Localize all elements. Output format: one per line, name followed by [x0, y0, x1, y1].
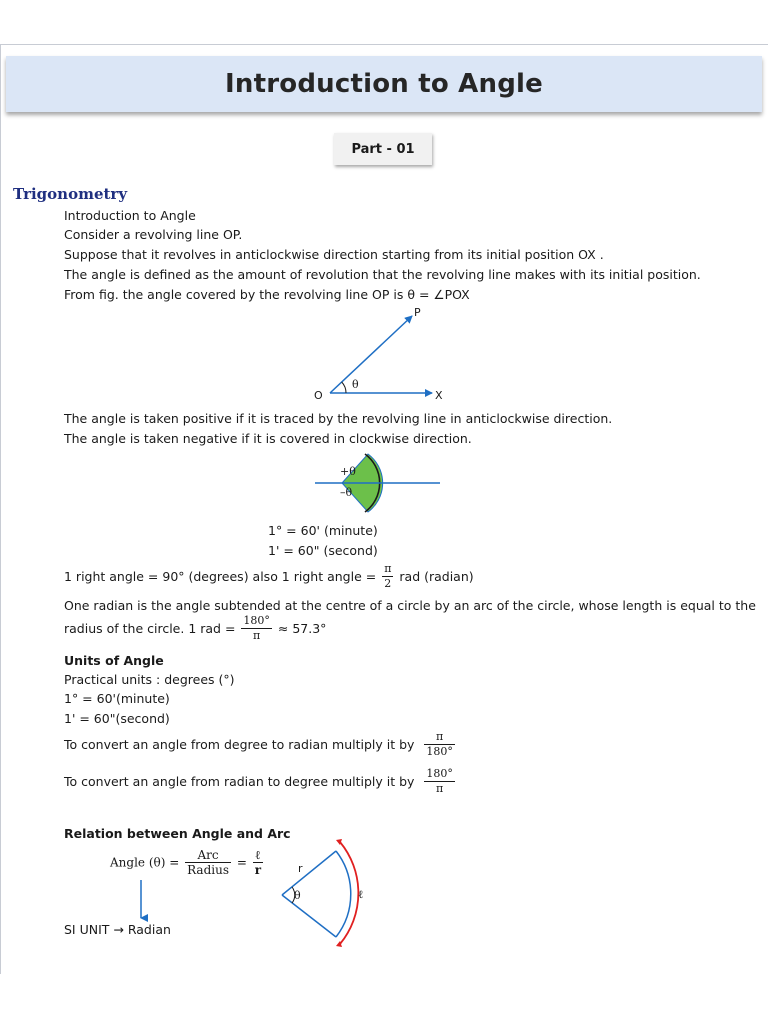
radian-to-degree-line [64, 767, 457, 796]
sign-line-1: The angle is taken positive if it is traced by the revolving line in anticlockwise direction. [64, 411, 613, 426]
equals-sign: = [236, 855, 247, 870]
radian-definition-line-1: One radian is the angle subtended at the centre of a circle by an arc of the circle, whose length is equal to the [64, 598, 756, 613]
radian-to-degree-text: To convert an angle from radian to degree multiply it by [64, 774, 415, 789]
intro-line-5: From fig. the angle covered by the revolving line OP is θ = ∠POX [64, 287, 470, 302]
revolving-line-op [330, 316, 412, 393]
label-x: X [435, 389, 443, 402]
label-o: O [314, 389, 323, 402]
radian-definition-line-2 [64, 614, 326, 643]
right-angle-line [64, 562, 474, 591]
angle-formula [110, 848, 265, 877]
l-over-r-fraction [253, 848, 263, 877]
label-theta: θ [294, 889, 301, 902]
si-unit: SI UNIT → Radian [64, 922, 171, 937]
angle-arc [342, 382, 346, 393]
arc-over-radius-fraction [185, 848, 231, 877]
fraction-denominator: 180° [426, 745, 453, 758]
section-heading: Trigonometry [13, 185, 128, 203]
degree-to-radian-line [64, 730, 457, 759]
fraction-denominator: π [436, 782, 444, 795]
right-angle-text: 1 right angle = 90° (degrees) also 1 right angle = [64, 569, 381, 584]
intro-line-3: Suppose that it revolves in anticlockwise direction starting from its initial position OX . [64, 247, 604, 262]
radius-upper [282, 851, 336, 895]
si-unit-arrow [134, 880, 148, 924]
minute-line: 1° = 60' (minute) [268, 523, 378, 538]
fraction-denominator: r [254, 863, 262, 877]
right-angle-unit: rad (radian) [395, 569, 474, 584]
units-heading: Units of Angle [64, 653, 164, 668]
pi-over-2-fraction [382, 562, 393, 591]
radian-approx: ≈ 57.3° [273, 621, 327, 636]
minute-second: 1' = 60"(second) [64, 711, 170, 726]
relation-heading: Relation between Angle and Arc [64, 826, 291, 841]
intro-line-1: Introduction to Angle [64, 208, 196, 223]
fraction-numerator: 180° [243, 614, 270, 627]
intro-line-4: The angle is defined as the amount of revolution that the revolving line makes with its initial position. [64, 267, 701, 282]
label-positive-theta: +θ [340, 465, 356, 478]
label-l: ℓ [358, 888, 364, 901]
label-negative-theta: –θ [340, 486, 353, 499]
radius-lower [282, 895, 336, 937]
fraction-denominator: Radius [187, 863, 229, 877]
second-line: 1' = 60" (second) [268, 543, 378, 558]
pi-over-180-fraction [424, 730, 455, 759]
fraction-numerator: 180° [426, 767, 453, 780]
sign-line-2: The angle is taken negative if it is covered in clockwise direction. [64, 431, 472, 446]
intro-line-2: Consider a revolving line OP. [64, 227, 243, 242]
fraction-numerator: π [384, 562, 392, 575]
page-top-border [0, 44, 768, 45]
page-title: Introduction to Angle [225, 69, 543, 99]
arc-length-indicator [340, 842, 358, 944]
180-over-pi-fraction [424, 767, 455, 796]
fraction-denominator: 2 [384, 577, 392, 590]
label-r: r [298, 862, 303, 875]
degree-to-radian-text: To convert an angle from degree to radian multiply it by [64, 737, 415, 752]
sector-figure [270, 838, 380, 948]
fraction-numerator: Arc [185, 848, 231, 863]
radian-fraction [241, 614, 272, 643]
practical-units: Practical units : degrees (°) [64, 672, 235, 687]
sector-arc [336, 851, 351, 937]
label-p: P [414, 306, 421, 319]
title-banner [6, 56, 762, 112]
label-theta: θ [352, 378, 359, 391]
revolving-line-figure [300, 302, 460, 406]
radian-definition-text: radius of the circle. 1 rad = [64, 621, 240, 636]
part-label: Part - 01 [334, 133, 432, 165]
page-left-border [0, 44, 1, 974]
sign-of-angle-figure [312, 450, 442, 516]
fraction-numerator: π [424, 730, 455, 745]
fraction-denominator: π [253, 629, 261, 642]
fraction-numerator: ℓ [253, 848, 263, 863]
degree-minute: 1° = 60'(minute) [64, 691, 170, 706]
angle-label: Angle (θ) = [110, 855, 180, 870]
